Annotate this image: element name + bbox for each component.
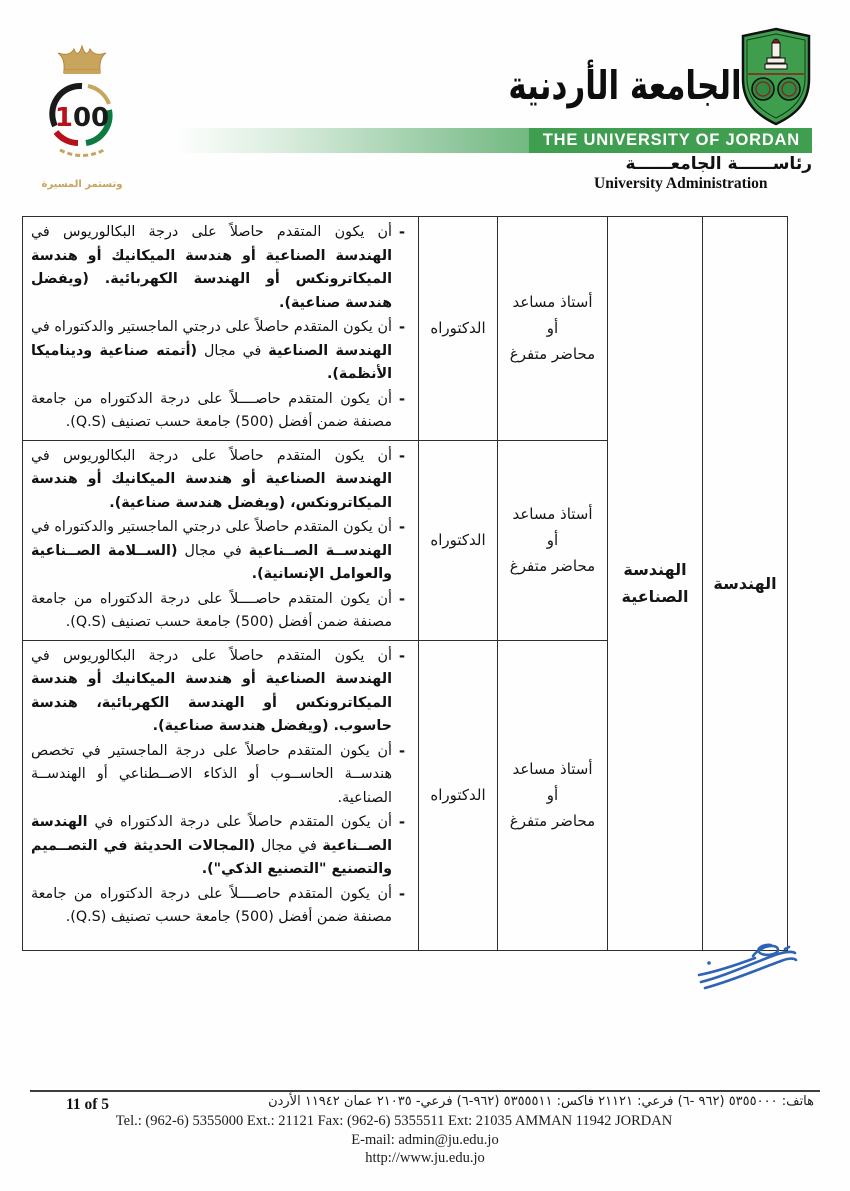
degree-cell: الدكتوراه: [419, 440, 498, 640]
rank-line: أستاذ مساعد: [512, 292, 593, 311]
university-banner: [172, 128, 812, 153]
bullet-dash-icon: -: [398, 446, 406, 465]
requirement-text: أن يكون المتقدم حاصلاً على درجة الدكتوراه في الهندسة الصــناعية في مجال (المجالات الحديثة في التصــميم والتصنيع "التصنيع الذكي").: [31, 814, 393, 877]
bullet-dash-icon: -: [398, 589, 406, 608]
requirement-text: أن يكون المتقدم حاصلاً على درجتي الماجستير والدكتوراه في الهندسة الصناعية في مجال (أتمته صناعية وديناميكا الأنظمة).: [31, 319, 393, 382]
requirement-item: [31, 740, 412, 811]
footer-website: http://www.ju.edu.jo: [365, 1150, 485, 1166]
requirement-item: [31, 811, 412, 882]
department-cell: الهندسة الصناعية: [608, 217, 703, 951]
bullet-dash-icon: -: [398, 741, 406, 760]
rank-line: محاضر متفرغ: [509, 345, 596, 364]
rank-line: أستاذ مساعد: [512, 759, 593, 778]
rank-line: أو: [546, 319, 559, 338]
requirement-text: أن يكون المتقدم حاصــــلاً على درجة الدكتوراه من جامعة مصنفة ضمن أفضل (500) جامعة حسب تصنيف (Q.S).: [31, 590, 392, 630]
footer-divider: [30, 1090, 820, 1092]
requirement-text: أن يكون المتقدم حاصلاً على درجتي الماجستير والدكتوراه في الهندســة الصــناعية في مجال (الســلامة الصــناعية والعوامل الإنسانية).: [31, 519, 393, 582]
bullet-dash-icon: -: [398, 884, 406, 903]
requirements-cell: [23, 640, 419, 950]
requirement-item: [31, 388, 412, 435]
requirement-text: أن يكون المتقدم حاصلاً على درجة الماجستير في تخصص هندســة الحاســوب أو الذكاء الاصــطناعي أو الهندســة الصناعية.: [31, 742, 392, 806]
requirement-item: [31, 221, 412, 315]
requirements-cell: [23, 217, 419, 441]
requirement-text: أن يكون المتقدم حاصــــلاً على درجة الدكتوراه من جامعة مصنفة ضمن أفضل (500) جامعة حسب تصنيف (Q.S).: [31, 390, 392, 430]
centennial-logo: [32, 40, 132, 192]
requirement-item: [31, 316, 412, 387]
footer-contact-arabic: هاتف: ٥٣٥٥٠٠٠ (٩٦٢ -٦) فرعي: ٢١١٢١ فاكس: ٥٣٥٥٥١١ (٩٦٢-٦) فرعي- ٢١٠٣٥ عمان ١١٩٤٢ الأردن: [268, 1094, 814, 1109]
svg-text:100: 100: [54, 103, 110, 133]
table-row: [23, 217, 788, 441]
administration-title-ar: رئاســــــة الجامعــــــة: [625, 154, 812, 174]
rank-line: محاضر متفرغ: [509, 812, 596, 831]
rank-line: أستاذ مساعد: [512, 504, 593, 523]
signature-scribble: [693, 941, 801, 995]
requirement-item: [31, 516, 412, 587]
centennial-100-icon: [34, 40, 130, 178]
requirement-text: أن يكون المتقدم حاصلاً على درجة البكالوريوس في الهندسة الصناعية أو هندسة الميكانيك أو هندسة الميكاترونكس أو الهندسة الكهربائية، هندسة حاسوب. (ويفضل هندسة صناعية).: [31, 647, 392, 734]
centennial-tagline: وتستمر المسيرة: [41, 179, 123, 190]
bullet-dash-icon: -: [398, 646, 406, 665]
requirements-cell: [23, 440, 419, 640]
bullet-dash-icon: -: [398, 389, 406, 408]
requirements-table-body: [23, 217, 788, 951]
bullet-dash-icon: -: [398, 813, 406, 831]
administration-block: [594, 154, 812, 193]
footer-email: E-mail: admin@ju.edu.jo: [351, 1132, 499, 1148]
bullet-dash-icon: -: [398, 318, 406, 336]
requirement-text: أن يكون المتقدم حاصلاً على درجة البكالوريوس في الهندسة الصناعية أو هندسة الميكانيك أو هندسة الميكاترونكس أو الهندسة الكهربائية. (ويفضل هندسة صناعية).: [31, 224, 392, 311]
requirement-item: [31, 645, 412, 739]
requirement-text: أن يكون المتقدم حاصلاً على درجة البكالوريوس في الهندسة الصناعية أو هندسة الميكانيك أو هندسة الميكاترونكس، (ويفضل هندسة صناعية).: [31, 447, 392, 511]
requirement-item: [31, 588, 412, 635]
rank-cell: [498, 217, 608, 441]
rank-line: أو: [546, 530, 559, 549]
degree-cell: الدكتوراه: [419, 217, 498, 441]
bullet-dash-icon: -: [398, 223, 406, 241]
administration-title-en: University Administration: [594, 175, 768, 192]
bullet-dash-icon: -: [398, 518, 406, 536]
requirement-text: أن يكون المتقدم حاصــــلاً على درجة الدكتوراه من جامعة مصنفة ضمن أفضل (500) جامعة حسب تصنيف (Q.S).: [31, 885, 392, 925]
rank-cell: [498, 640, 608, 950]
requirements-table: [22, 216, 788, 951]
banner-title: THE UNIVERSITY OF JORDAN: [529, 128, 812, 153]
requirement-item: [31, 883, 412, 930]
requirement-item: [31, 445, 412, 516]
rank-line: أو: [546, 785, 559, 804]
page-number: 11 of 5: [66, 1096, 110, 1113]
university-name-calligraphy: الجامعة الأردنية: [508, 62, 742, 110]
degree-cell: الدكتوراه: [419, 640, 498, 950]
university-crest-icon: [737, 27, 815, 131]
rank-cell: [498, 440, 608, 640]
footer-contact-english: Tel.: (962-6) 5355000 Ext.: 21121 Fax: (962-6) 5355511 Ext: 21035 AMMAN 11942 JORDAN: [115, 1113, 673, 1129]
rank-line: محاضر متفرغ: [509, 557, 596, 576]
faculty-cell: الهندسة: [703, 217, 788, 951]
